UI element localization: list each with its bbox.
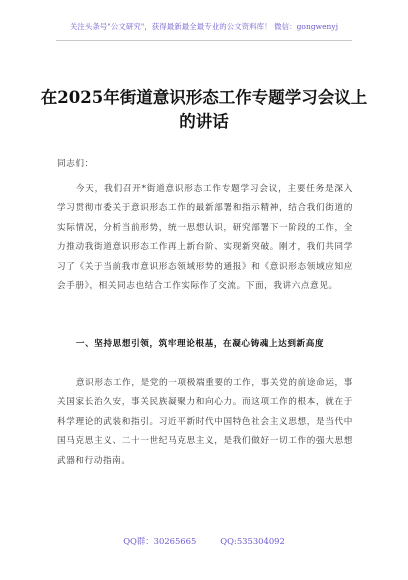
footer-qq-group: QQ群：30265665 bbox=[123, 536, 197, 546]
salutation: 同志们： bbox=[57, 159, 94, 169]
header-notice: 关注头条号"公文研究"，获得最新最全最专业的公文资料库！ 微信：gongwenyj bbox=[69, 22, 339, 31]
section-heading-1: 一、坚持思想引领，筑牢理论根基，在凝心铸魂上达到新高度 bbox=[75, 339, 325, 349]
header-divider bbox=[56, 40, 352, 41]
paragraph-section-1: 意识形态工作，是党的一项极端重要的工作，事关党的前途命运，事关国家长治久安，事关民族凝聚力和向心力。而这项工作的根本，就在于科学理论的武装和指引。习近平新时代中国特色社会主义思想，是当代中国马克思主义、二十一世纪马克思主义，是我们做好一切工作的强大思想武器和行动指南。 bbox=[57, 378, 353, 466]
footer-contact bbox=[0, 535, 408, 547]
document-title: 在2025年街道意识形态工作专题学习会议上的讲话 bbox=[40, 88, 368, 131]
paragraph-intro: 今天，我们召开*街道意识形态工作专题学习会议，主要任务是深入学习贯彻市委关于意识形态工作的最新部署和指示精神，结合我们街道的实际情况，分析当前形势，统一思想认识，研究部署下一阶段的工作，全力推动我街道意识形态工作再上新台阶、实现新突破。刚才，我们共同学习了《关于当前我市意识形态领域形势的通报》和《意识形态领域应知应会手册》，相关同志也结合工作实际作了交流。下面，我讲六点意见。 bbox=[57, 184, 353, 292]
footer-qq-contact: QQ:535304092 bbox=[220, 536, 285, 546]
